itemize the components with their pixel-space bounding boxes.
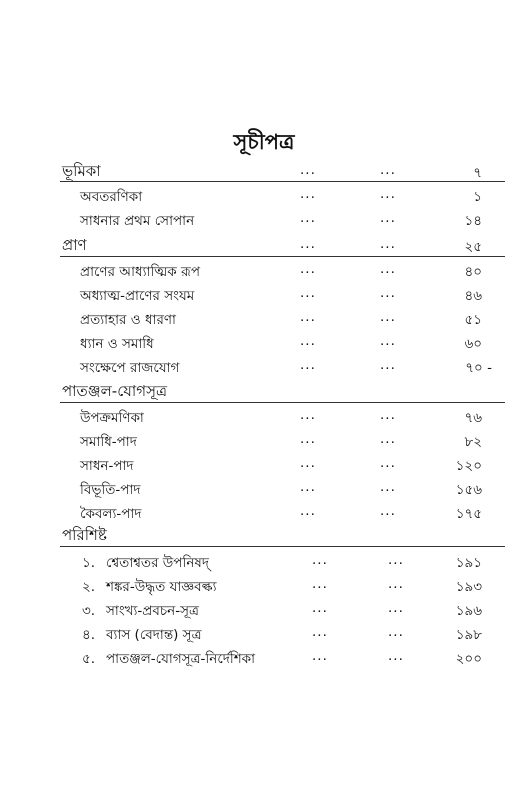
- dot-leader: ...: [388, 576, 404, 592]
- dot-leader: ...: [380, 407, 396, 423]
- toc-entry: শঙ্কর-উদ্ধৃত যাজ্ঞবল্ক্য: [106, 579, 217, 595]
- dot-leader: ...: [380, 236, 396, 252]
- dot-leader: ...: [380, 455, 396, 471]
- toc-row: [0, 431, 528, 453]
- page-number: ১২০: [455, 458, 482, 474]
- page-number: ৪৬: [464, 288, 482, 304]
- section-rule: [60, 402, 505, 403]
- section-heading: প্রাণ: [62, 236, 87, 254]
- dot-leader: ...: [312, 648, 328, 664]
- page-number: ৭০ -: [465, 360, 492, 376]
- page-number: ৮২: [464, 434, 482, 450]
- dot-leader: ...: [380, 333, 396, 349]
- toc-row: [0, 236, 528, 258]
- dot-leader: ...: [380, 503, 396, 519]
- dot-leader: ...: [312, 600, 328, 616]
- dot-leader: ...: [388, 648, 404, 664]
- dot-leader: ...: [300, 407, 316, 423]
- page-number: ৭৬: [464, 410, 482, 426]
- toc-entry: প্রত্যাহার ও ধারণা: [80, 312, 176, 328]
- item-number: ৪.: [82, 627, 96, 643]
- toc-row: [0, 479, 528, 501]
- dot-leader: ...: [380, 431, 396, 447]
- toc-row: [0, 261, 528, 283]
- dot-leader: ...: [380, 479, 396, 495]
- toc-entry: সাংখ্য-প্রবচন-সূত্র: [106, 603, 199, 619]
- toc-row: [0, 210, 528, 232]
- page-number: ৫১: [464, 312, 482, 328]
- toc-entry: ব্যাস (বেদান্ত) সূত্র: [106, 627, 202, 643]
- toc-row: [0, 648, 528, 670]
- item-number: ১.: [82, 555, 96, 571]
- toc-row: [0, 503, 528, 525]
- toc-row: [0, 333, 528, 355]
- toc-entry: কৈবল্য-পাদ: [80, 506, 142, 522]
- page-number: ২৫: [464, 239, 482, 255]
- dot-leader: ...: [300, 503, 316, 519]
- toc-entry: ধ্যান ও সমাধি: [80, 336, 154, 352]
- toc-row: [0, 624, 528, 646]
- page-number: ১৯৮: [455, 627, 482, 643]
- toc-entry: বিভূতি-পাদ: [80, 482, 141, 498]
- dot-leader: ...: [388, 600, 404, 616]
- toc-row: [0, 162, 528, 184]
- dot-leader: ...: [300, 309, 316, 325]
- toc-entry: সংক্ষেপে রাজযোগ: [80, 360, 180, 376]
- dot-leader: ...: [312, 552, 328, 568]
- page-number: ১৪: [464, 213, 482, 229]
- dot-leader: ...: [380, 186, 396, 202]
- dot-leader: ...: [312, 576, 328, 592]
- page-number: ১৫৬: [455, 482, 482, 498]
- toc-entry: অধ্যাত্ম-প্রাণের সংযম: [80, 288, 195, 304]
- item-number: ৩.: [82, 603, 96, 619]
- toc-entry: সাধনার প্রথম সোপান: [80, 213, 195, 229]
- dot-leader: ...: [300, 186, 316, 202]
- page-number: ৬০: [464, 336, 482, 352]
- dot-leader: ...: [380, 309, 396, 325]
- toc-row: [0, 309, 528, 331]
- item-number: ৫.: [82, 651, 96, 667]
- toc-entry: প্রাণের আধ্যাত্মিক রূপ: [80, 264, 201, 280]
- section-heading: ভূমিকা: [62, 162, 101, 180]
- page-number: ১৯৬: [455, 603, 482, 619]
- page-number: ২০০: [455, 651, 482, 667]
- page-number: ১: [473, 189, 482, 205]
- toc-row: [0, 186, 528, 208]
- dot-leader: ...: [380, 357, 396, 373]
- item-number: ২.: [82, 579, 96, 595]
- page-number: ১৯১: [455, 555, 482, 571]
- dot-leader: ...: [380, 285, 396, 301]
- section-heading: পরিশিষ্ট: [62, 526, 107, 544]
- toc-entry: শ্বেতাশ্বতর উপনিষদ্: [106, 555, 209, 571]
- dot-leader: ...: [300, 162, 316, 178]
- dot-leader: ...: [380, 162, 396, 178]
- toc-row: [0, 357, 528, 379]
- toc-row: [0, 600, 528, 622]
- dot-leader: ...: [300, 210, 316, 226]
- section-rule: [60, 546, 505, 547]
- page-number: ১৭৫: [455, 506, 482, 522]
- toc-entry: উপক্রমণিকা: [80, 410, 144, 426]
- dot-leader: ...: [300, 236, 316, 252]
- dot-leader: ...: [300, 455, 316, 471]
- dot-leader: ...: [312, 624, 328, 640]
- page-number: ৭: [473, 165, 482, 181]
- toc-row: [0, 552, 528, 574]
- dot-leader: ...: [300, 285, 316, 301]
- page-number: ১৯৩: [455, 579, 482, 595]
- toc-entry: অবতরণিকা: [80, 189, 143, 205]
- dot-leader: ...: [388, 624, 404, 640]
- dot-leader: ...: [300, 261, 316, 277]
- toc-row: [0, 285, 528, 307]
- dot-leader: ...: [300, 479, 316, 495]
- dot-leader: ...: [300, 431, 316, 447]
- dot-leader: ...: [300, 333, 316, 349]
- toc-row: [0, 576, 528, 598]
- section-heading: পাতঞ্জল-যোগসূত্র: [62, 382, 168, 400]
- toc-entry: পাতঞ্জল-যোগসূত্র-নির্দেশিকা: [106, 651, 256, 667]
- toc-row: [0, 455, 528, 477]
- page-title: সূচীপত্র: [233, 130, 295, 154]
- toc-entry: সমাধি-পাদ: [80, 434, 137, 450]
- dot-leader: ...: [300, 357, 316, 373]
- page-number: ৪০: [464, 264, 482, 280]
- dot-leader: ...: [380, 261, 396, 277]
- toc-entry: সাধন-পাদ: [80, 458, 134, 474]
- dot-leader: ...: [388, 552, 404, 568]
- toc-row: [0, 407, 528, 429]
- dot-leader: ...: [380, 210, 396, 226]
